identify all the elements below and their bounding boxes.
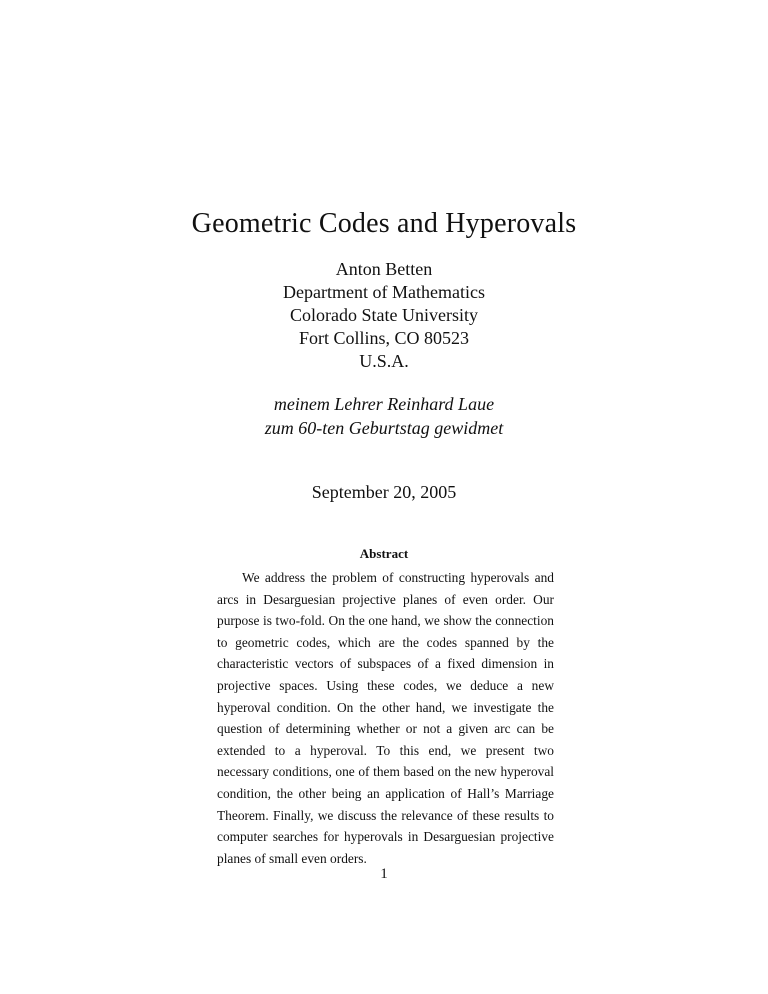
author-university: Colorado State University <box>290 305 478 325</box>
author-country: U.S.A. <box>359 351 409 371</box>
dedication-line-2: zum 60-ten Geburtstag gewidmet <box>264 418 504 438</box>
author-block <box>0 258 768 373</box>
abstract-heading: Abstract <box>359 546 409 561</box>
author-department: Department of Mathematics <box>283 282 485 302</box>
paper-title: Geometric Codes and Hyperovals <box>191 208 577 239</box>
paper-date: September 20, 2005 <box>311 482 457 502</box>
author-city: Fort Collins, CO 80523 <box>298 328 470 348</box>
dedication-block <box>0 392 768 440</box>
dedication-line-1: meinem Lehrer Reinhard Laue <box>273 394 495 414</box>
page-number: 1 <box>380 866 388 882</box>
author-name: Anton Betten <box>335 259 433 279</box>
abstract-text: We address the problem of constructing hyperovals and arcs in Desarguesian projective planes of even order. Our purpose is two-fold. On the one hand, we show the connection to geometric codes, which are the codes spanned by the characteristic vectors of subspaces of a fixed dimension in projective spaces. Using these codes, we deduce a new hyperoval condition. On the other hand, we investigate the question of determining whether or not a given arc can be extended to a hyperoval. To this end, we present two necessary conditions, one of them based on the new hyperoval condition, the other being an application of Hall’s Marriage Theorem. Finally, we discuss the relevance of these results to computer searches for hyperovals in Desarguesian projective planes of small even orders. <box>217 570 554 866</box>
